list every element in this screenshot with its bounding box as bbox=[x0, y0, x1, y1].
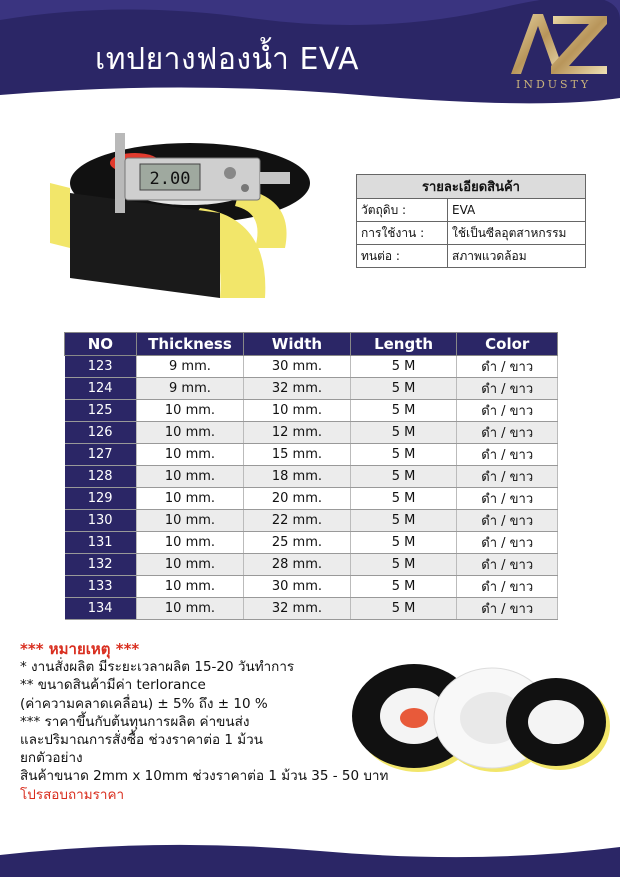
spec-value: สภาพแวดล้อม bbox=[448, 245, 586, 268]
cell-color: ดำ / ขาว bbox=[457, 598, 558, 620]
column-header-color: Color bbox=[457, 333, 558, 356]
table-row bbox=[65, 554, 558, 576]
column-header-no: NO bbox=[65, 333, 137, 356]
cell-length: 5 M bbox=[350, 488, 457, 510]
spec-key: ทนต่อ : bbox=[357, 245, 448, 268]
cell-thickness: 10 mm. bbox=[136, 444, 243, 466]
cell-no: 132 bbox=[65, 554, 137, 576]
table-row bbox=[65, 532, 558, 554]
cell-thickness: 10 mm. bbox=[136, 576, 243, 598]
cell-color: ดำ / ขาว bbox=[457, 554, 558, 576]
table-header-row bbox=[65, 333, 558, 356]
cell-length: 5 M bbox=[350, 598, 457, 620]
note-line: * งานสั่งผลิต มีระยะเวลาผลิต 15-20 วันทำการ bbox=[20, 659, 295, 676]
spec-heading: รายละเอียดสินค้า bbox=[357, 175, 586, 199]
cell-width: 18 mm. bbox=[244, 466, 351, 488]
cell-length: 5 M bbox=[350, 532, 457, 554]
note-line: และปริมาณการสั่งซื้อ ช่วงราคาต่อ 1 ม้วน bbox=[20, 732, 263, 749]
table-row bbox=[65, 356, 558, 378]
cell-thickness: 10 mm. bbox=[136, 510, 243, 532]
cell-width: 12 mm. bbox=[244, 422, 351, 444]
cell-color: ดำ / ขาว bbox=[457, 400, 558, 422]
cell-no: 133 bbox=[65, 576, 137, 598]
cell-width: 32 mm. bbox=[244, 598, 351, 620]
caliper-reading: 2.00 bbox=[149, 169, 191, 189]
cell-no: 128 bbox=[65, 466, 137, 488]
note-line: ยกตัวอย่าง bbox=[20, 750, 83, 767]
cell-color: ดำ / ขาว bbox=[457, 356, 558, 378]
size-table bbox=[64, 332, 558, 620]
note-line: *** ราคาขึ้นกับต้นทุนการผลิต ค่าขนส่ง bbox=[20, 713, 250, 730]
spec-key: วัตถุดิบ : bbox=[357, 199, 448, 222]
table-body bbox=[65, 356, 558, 620]
cell-color: ดำ / ขาว bbox=[457, 532, 558, 554]
cell-no: 125 bbox=[65, 400, 137, 422]
cell-length: 5 M bbox=[350, 378, 457, 400]
tape-rolls-product-image bbox=[348, 652, 613, 782]
cell-color: ดำ / ขาว bbox=[457, 510, 558, 532]
cell-no: 127 bbox=[65, 444, 137, 466]
product-spec-table bbox=[356, 174, 586, 268]
contact-note: โปรสอบถามราคา bbox=[20, 786, 125, 803]
cell-no: 131 bbox=[65, 532, 137, 554]
cell-width: 25 mm. bbox=[244, 532, 351, 554]
cell-length: 5 M bbox=[350, 400, 457, 422]
cell-length: 5 M bbox=[350, 422, 457, 444]
cell-thickness: 10 mm. bbox=[136, 466, 243, 488]
table-row bbox=[65, 444, 558, 466]
cell-width: 28 mm. bbox=[244, 554, 351, 576]
cell-thickness: 9 mm. bbox=[136, 378, 243, 400]
cell-color: ดำ / ขาว bbox=[457, 444, 558, 466]
cell-no: 126 bbox=[65, 422, 137, 444]
cell-no: 123 bbox=[65, 356, 137, 378]
cell-no: 134 bbox=[65, 598, 137, 620]
cell-width: 20 mm. bbox=[244, 488, 351, 510]
cell-color: ดำ / ขาว bbox=[457, 378, 558, 400]
cell-color: ดำ / ขาว bbox=[457, 576, 558, 598]
cell-no: 124 bbox=[65, 378, 137, 400]
cell-thickness: 10 mm. bbox=[136, 422, 243, 444]
note-line: (ค่าความคลาดเคลื่อน) ± 5% ถึง ± 10 % bbox=[20, 695, 268, 712]
caliper-tape-product-image bbox=[40, 128, 315, 298]
cell-width: 10 mm. bbox=[244, 400, 351, 422]
spec-value: EVA bbox=[448, 199, 586, 222]
cell-width: 15 mm. bbox=[244, 444, 351, 466]
table-row bbox=[65, 510, 558, 532]
cell-thickness: 10 mm. bbox=[136, 400, 243, 422]
column-header-length: Length bbox=[350, 333, 457, 356]
cell-color: ดำ / ขาว bbox=[457, 466, 558, 488]
spec-key: การใช้งาน : bbox=[357, 222, 448, 245]
footer-wave-decoration bbox=[0, 837, 620, 877]
table-row bbox=[65, 378, 558, 400]
notes-heading: *** หมายเหตุ *** bbox=[20, 640, 140, 658]
cell-no: 130 bbox=[65, 510, 137, 532]
table-row bbox=[65, 598, 558, 620]
table-row bbox=[65, 488, 558, 510]
cell-color: ดำ / ขาว bbox=[457, 422, 558, 444]
logo-subtitle: INDUSTY bbox=[516, 78, 592, 91]
cell-thickness: 10 mm. bbox=[136, 532, 243, 554]
table-row bbox=[65, 466, 558, 488]
cell-width: 22 mm. bbox=[244, 510, 351, 532]
cell-thickness: 10 mm. bbox=[136, 488, 243, 510]
cell-length: 5 M bbox=[350, 554, 457, 576]
header-band bbox=[0, 0, 620, 110]
page-title: เทปยางฟองน้ำ EVA bbox=[95, 42, 360, 77]
cell-length: 5 M bbox=[350, 444, 457, 466]
cell-no: 129 bbox=[65, 488, 137, 510]
cell-thickness: 10 mm. bbox=[136, 598, 243, 620]
cell-length: 5 M bbox=[350, 576, 457, 598]
cell-thickness: 10 mm. bbox=[136, 554, 243, 576]
column-header-width: Width bbox=[244, 333, 351, 356]
cell-length: 5 M bbox=[350, 510, 457, 532]
cell-length: 5 M bbox=[350, 356, 457, 378]
cell-length: 5 M bbox=[350, 466, 457, 488]
cell-width: 32 mm. bbox=[244, 378, 351, 400]
table-row bbox=[65, 576, 558, 598]
cell-thickness: 9 mm. bbox=[136, 356, 243, 378]
note-line: สินค้าขนาด 2mm x 10mm ช่วงราคาต่อ 1 ม้วน 35 - 50 บาท bbox=[20, 768, 389, 785]
cell-color: ดำ / ขาว bbox=[457, 488, 558, 510]
cell-width: 30 mm. bbox=[244, 576, 351, 598]
column-header-thickness: Thickness bbox=[136, 333, 243, 356]
cell-width: 30 mm. bbox=[244, 356, 351, 378]
note-line: ** ขนาดสินค้ามีค่า terlorance bbox=[20, 677, 206, 694]
spec-value: ใช้เป็นซีลอุตสาหกรรม bbox=[448, 222, 586, 245]
table-row bbox=[65, 422, 558, 444]
table-row bbox=[65, 400, 558, 422]
